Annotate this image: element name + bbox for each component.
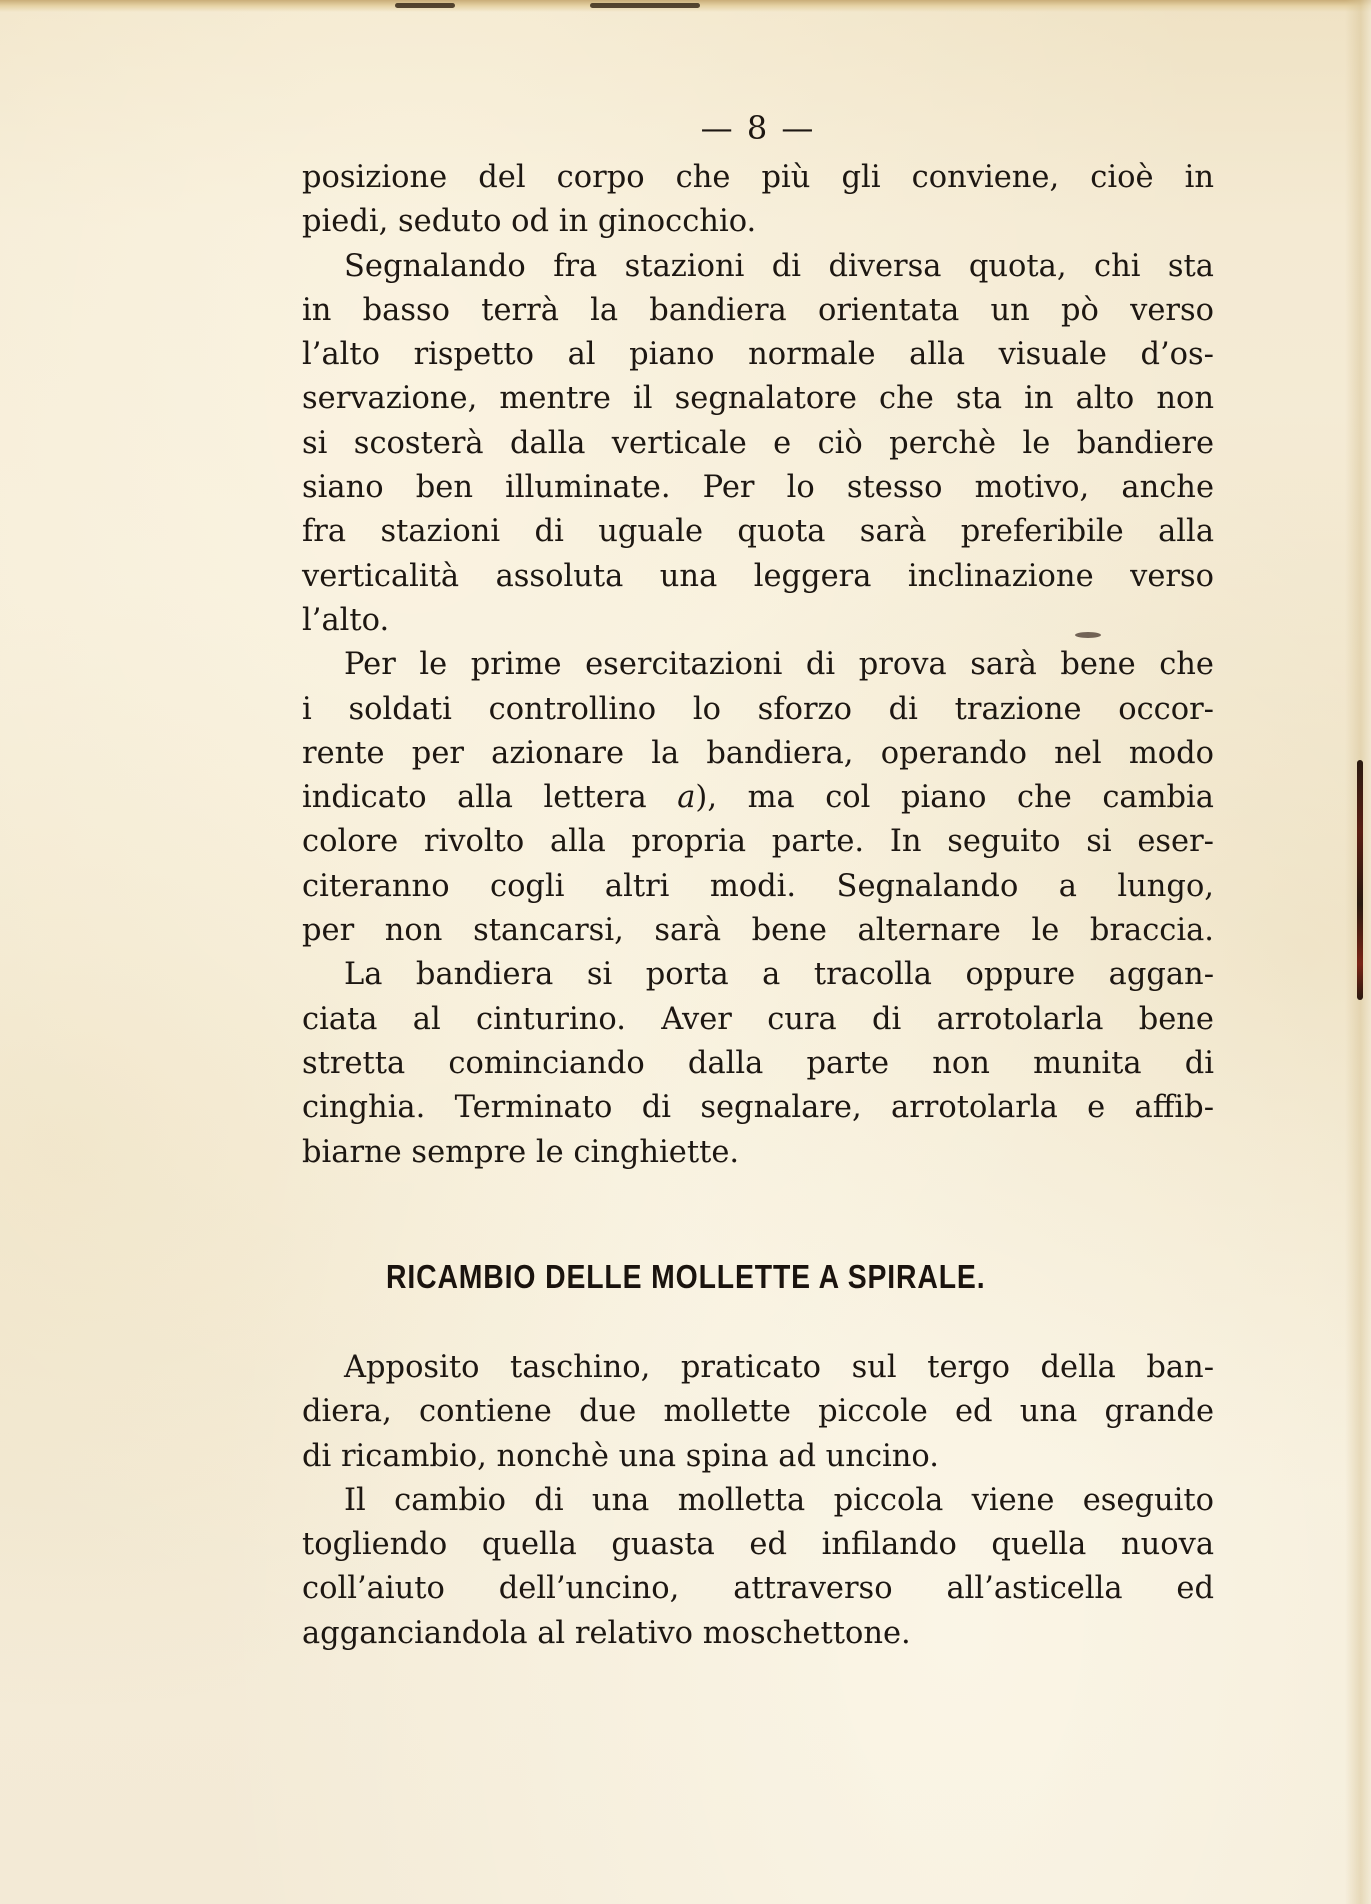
text-line: fra stazioni di uguale quota sarà preferibile alla bbox=[302, 514, 1214, 550]
text-line: Il cambio di una molletta piccola viene eseguito bbox=[344, 1482, 1214, 1518]
text-line: posizione del corpo che più gli conviene, cioè in bbox=[302, 160, 1214, 195]
text-line: citeranno cogli altri modi. Segnalando a lungo, bbox=[302, 868, 1214, 904]
text-fragment: ), ma col piano che cambia bbox=[695, 780, 1214, 816]
section-2-text bbox=[302, 1346, 1214, 1656]
text-line: i soldati controllino lo sforzo di trazione occor- bbox=[302, 691, 1214, 727]
page-edge-tear bbox=[590, 3, 700, 8]
text-line: l’alto. bbox=[302, 602, 390, 638]
text-fragment: indicato alla lettera bbox=[302, 780, 678, 816]
text-line: stretta cominciando dalla parte non munita di bbox=[302, 1045, 1214, 1081]
text-line: La bandiera si porta a tracolla oppure aggan- bbox=[344, 957, 1214, 993]
section-heading: RICAMBIO DELLE MOLLETTE A SPIRALE. bbox=[386, 1258, 986, 1295]
text-line: si scosterà dalla verticale e ciò perchè le bandiere bbox=[302, 425, 1214, 461]
italic-letter: a bbox=[677, 780, 696, 816]
text-line: colore rivolto alla propria parte. In seguito si eser- bbox=[302, 824, 1214, 860]
text-line: siano ben illuminate. Per lo stesso motivo, anche bbox=[302, 470, 1214, 506]
text-line: ciata al cinturino. Aver cura di arrotolarla bene bbox=[302, 1001, 1214, 1037]
text-line: l’alto rispetto al piano normale alla visuale d’os- bbox=[302, 337, 1214, 373]
text-line: in basso terrà la bandiera orientata un pò verso bbox=[302, 292, 1214, 328]
section-1-text bbox=[302, 100, 1214, 1175]
section-2-lines bbox=[302, 1346, 1214, 1656]
text-line bbox=[302, 776, 1214, 820]
text-line: biarne sempre le cinghiette. bbox=[302, 1134, 740, 1170]
text-line: coll’aiuto dell’uncino, attraverso all’asticella ed bbox=[302, 1571, 1214, 1607]
text-line: Segnalando fra stazioni di diversa quota, chi sta bbox=[344, 248, 1214, 284]
text-line: verticalità assoluta una leggera inclinazione verso bbox=[302, 558, 1214, 594]
binding-stain bbox=[1357, 760, 1363, 1000]
section-1-lines bbox=[302, 156, 1214, 1175]
text-line: rente per azionare la bandiera, operando nel modo bbox=[302, 735, 1214, 771]
text-line: agganciandola al relativo moschettone. bbox=[302, 1615, 911, 1651]
text-line: Per le prime esercitazioni di prova sarà bene che bbox=[344, 647, 1214, 683]
text-line: piedi, seduto od in ginocchio. bbox=[302, 204, 757, 240]
text-line: cinghia. Terminato di segnalare, arrotolarla e affib- bbox=[302, 1090, 1214, 1126]
text-line: diera, contiene due mollette piccole ed una grande bbox=[302, 1394, 1214, 1430]
text-line: servazione, mentre il segnalatore che sta in alto non bbox=[302, 381, 1214, 417]
page-number: — 8 — bbox=[700, 109, 816, 147]
page-edge-tear bbox=[395, 3, 455, 8]
text-line: di ricambio, nonchè una spina ad uncino. bbox=[302, 1438, 939, 1474]
text-line: per non stancarsi, sarà bene alternare le braccia. bbox=[302, 913, 1214, 949]
text-line: Apposito taschino, praticato sul tergo della ban- bbox=[344, 1350, 1214, 1385]
text-line: togliendo quella guasta ed infilando quella nuova bbox=[302, 1527, 1214, 1563]
